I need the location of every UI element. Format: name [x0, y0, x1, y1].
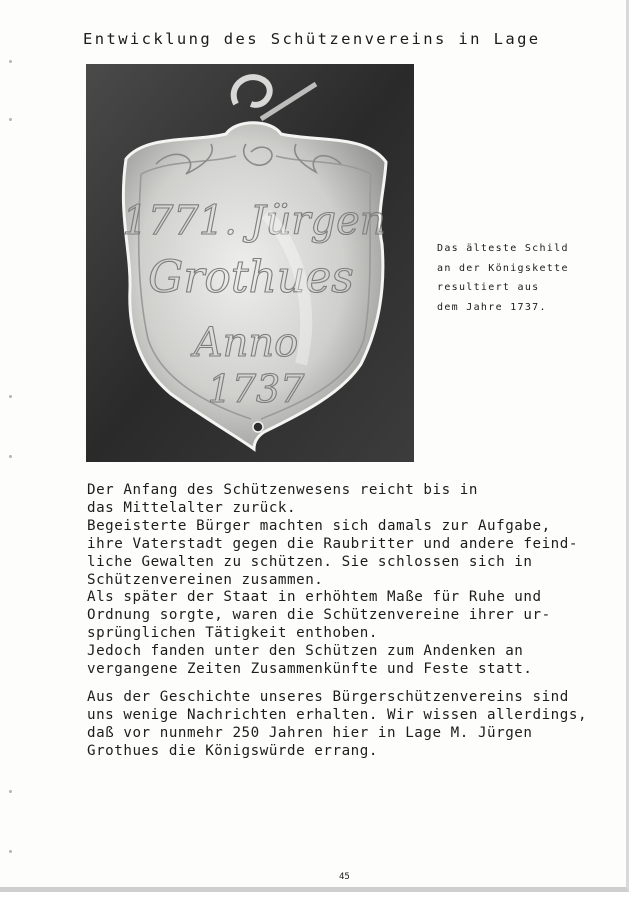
text-line: Als später der Staat in erhöhtem Maße für Ruhe und [87, 589, 542, 606]
text-line: liche Gewalten zu schützen. Sie schlossen sich in [87, 553, 533, 570]
text-line: Der Anfang des Schützenwesens reicht bis in [87, 482, 478, 498]
margin-dot [9, 790, 12, 793]
engraving-line-4: 1737 [207, 367, 305, 411]
text-line: Jedoch fanden unter den Schützen zum Andenken an [87, 643, 524, 660]
body-text [87, 482, 607, 761]
text-line: vergangene Zeiten Zusammenkünfte und Feste statt. [87, 661, 533, 678]
paragraph-2 [87, 689, 607, 761]
margin-dot [9, 395, 12, 398]
caption-line: Das älteste Schild [437, 243, 569, 254]
shield-image [86, 64, 414, 462]
text-line: das Mittelalter zurück. [87, 499, 297, 516]
margin-dot [9, 60, 12, 63]
text-line: Schützenvereinen zusammen. [87, 571, 324, 588]
text-line: uns wenige Nachrichten erhalten. Wir wissen allerdings, [87, 706, 588, 723]
margin-dot [9, 455, 12, 458]
text-line: ihre Vaterstadt gegen die Raubritter und andere feind- [87, 535, 578, 552]
caption-line: an der Königskette [437, 262, 569, 274]
shield-photo [86, 64, 414, 462]
text-line: Aus der Geschichte unseres Bürgerschützenvereins sind [87, 688, 569, 705]
caption-line: resultiert aus [437, 282, 540, 293]
engraving-line-1: 1771. Jürgen [122, 198, 386, 244]
margin-dot [9, 850, 12, 853]
text-line: Grothues die Königswürde errang. [87, 742, 378, 759]
text-line: sprünglichen Tätigkeit enthoben. [87, 625, 378, 642]
engraving-line-3: Anno [193, 320, 299, 366]
page-number: 45 [339, 872, 350, 882]
photo-caption [437, 239, 569, 317]
paragraph-1 [87, 482, 607, 679]
text-line: Ordnung sorgte, waren die Schützenvereine ihrer ur- [87, 607, 551, 624]
engraving-line-2: Grothues [148, 252, 354, 303]
text-line: Begeisterte Bürger machten sich damals zur Aufgabe, [87, 517, 551, 534]
page-title: Entwicklung des Schützenvereins in Lage [83, 30, 541, 48]
text-line: daß vor nunmehr 250 Jahren hier in Lage M. Jürgen [87, 724, 533, 741]
caption-line: dem Jahre 1737. [437, 301, 547, 313]
margin-dot [9, 118, 12, 121]
